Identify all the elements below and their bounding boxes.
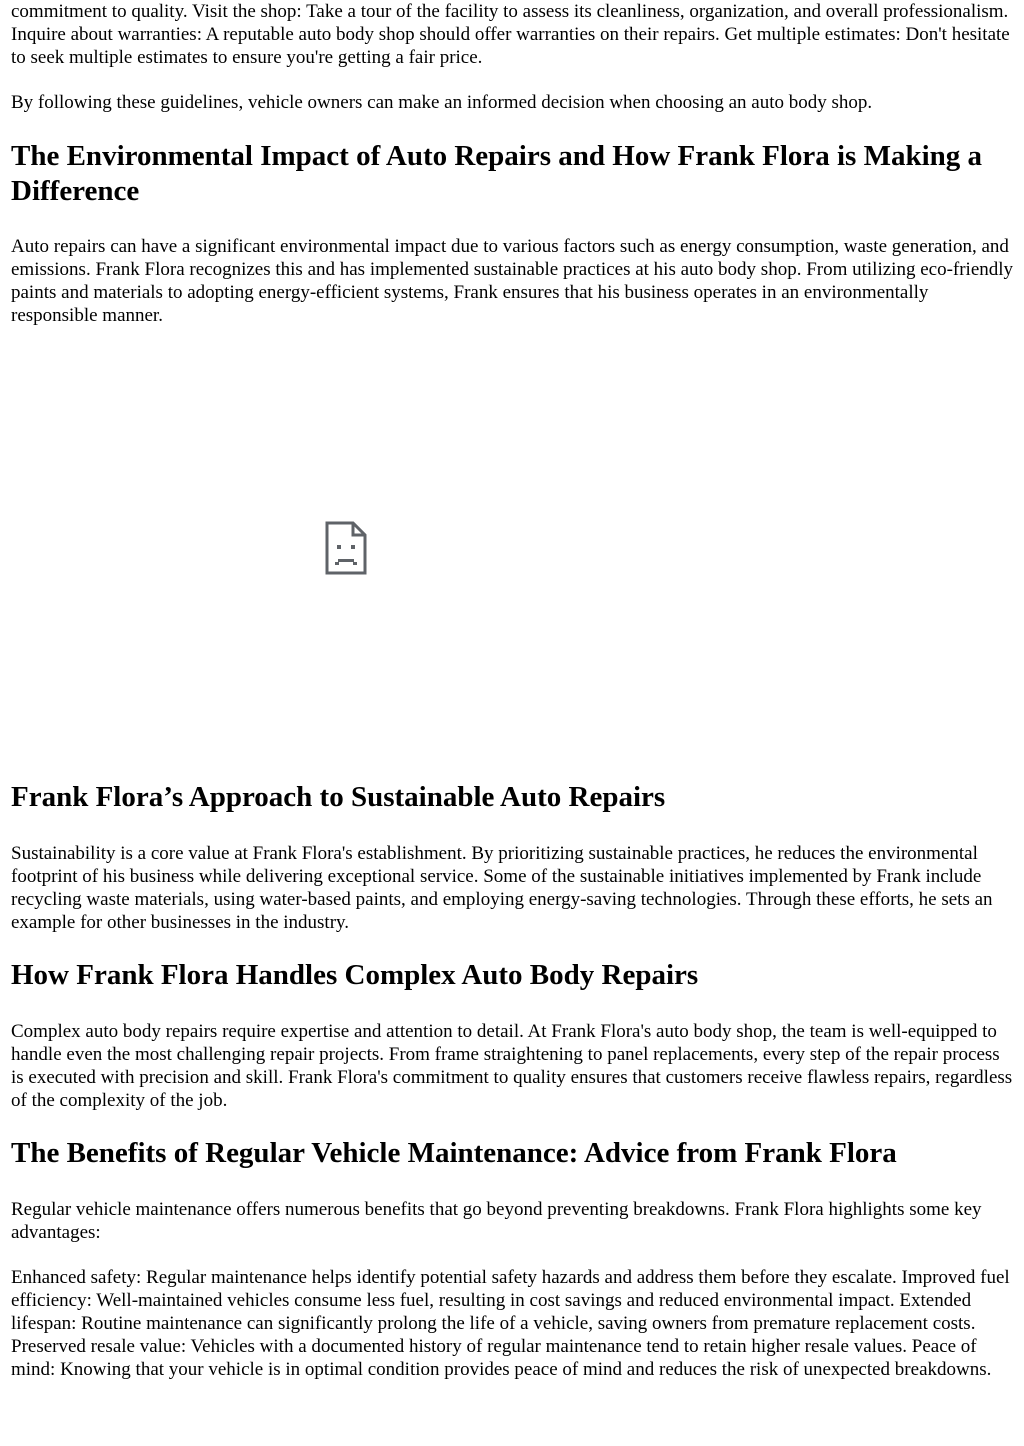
broken-image-icon: [325, 521, 367, 575]
section-paragraph-complex-repairs: Complex auto body repairs require expertise and attention to detail. At Frank Flora's auto body shop, the team is well-equipped to handle even the most challenging repair projects. From frame straightening to panel replacements, every step of the repair process is executed with precision and skill. Frank Flora's commitment to quality ensures that customers receive flawless repairs, regardless of the complexity of the job.: [11, 1021, 1013, 1111]
section-paragraph-sustainable-approach: Sustainability is a core value at Frank Flora's establishment. By prioritizing sustainable practices, he reduces the environmental footprint of his business while delivering exceptional service. Some of the sustainable initiatives implemented by Frank include recycling waste materials, using water-based paints, and employing energy-saving technologies. Through these efforts, he sets an example for other businesses in the industry.: [11, 843, 993, 933]
section-heading-environmental-impact: The Environmental Impact of Auto Repairs and How Frank Flora is Making a Difference: [11, 140, 983, 207]
broken-image: [0, 340, 690, 755]
section-heading-regular-maintenance: The Benefits of Regular Vehicle Maintenance: Advice from Frank Flora: [11, 1137, 897, 1169]
guidelines-paragraph: By following these guidelines, vehicle owners can make an informed decision when choosing an auto body shop.: [11, 92, 873, 113]
section-heading-sustainable-approach: Frank Flora’s Approach to Sustainable Auto Repairs: [11, 781, 666, 813]
section-paragraph-maintenance-intro: Regular vehicle maintenance offers numerous benefits that go beyond preventing breakdowns. Frank Flora highlights some key advantages:: [11, 1199, 982, 1243]
section-paragraph-maintenance-benefits: Enhanced safety: Regular maintenance helps identify potential safety hazards and address them before they escalate. Improved fuel efficiency: Well-maintained vehicles consume less fuel, resulting in cost savings and reduced environmental impact. Extended lifespan: Routine maintenance can significantly prolong the life of a vehicle, saving owners from premature replacement costs. Preserved resale value: Vehicles with a documented history of regular maintenance tend to retain higher resale values. Peace of mind: Knowing that your vehicle is in optimal condition provides peace of mind and reduces the risk of unexpected breakdowns.: [11, 1267, 1010, 1380]
intro-paragraph: commitment to quality. Visit the shop: Take a tour of the facility to assess its cleanliness, organization, and overall professionalism. Inquire about warranties: A reputable auto body shop should offer warranties on their repairs. Get multiple estimates: Don't hesitate to seek multiple estimates to ensure you're getting a fair price.: [11, 1, 1010, 68]
section-paragraph-environmental-impact: Auto repairs can have a significant environmental impact due to various factors such as energy consumption, waste generation, and emissions. Frank Flora recognizes this and has implemented sustainable practices at his auto body shop. From utilizing eco-friendly paints and materials to adopting energy-efficient systems, Frank ensures that his business operates in an environmentally responsible manner.: [11, 236, 1014, 326]
section-heading-complex-repairs: How Frank Flora Handles Complex Auto Body Repairs: [11, 959, 699, 991]
